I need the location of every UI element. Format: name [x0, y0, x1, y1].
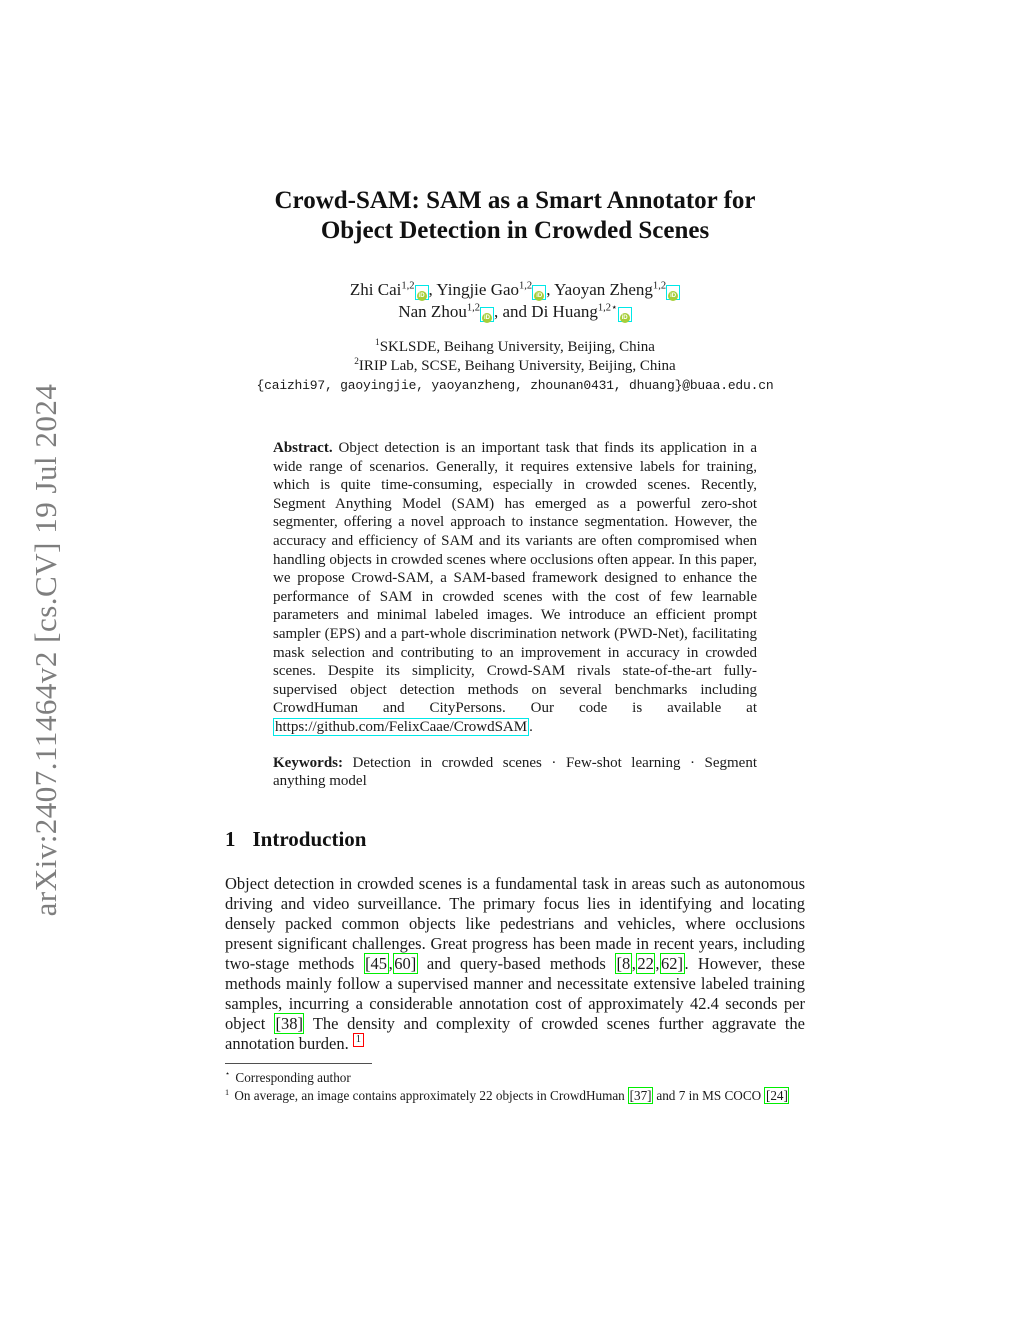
orcid-id-glyph: iD [670, 293, 677, 299]
citation-link[interactable]: [38] [275, 1013, 303, 1033]
citation-link[interactable]: 62] [661, 953, 684, 973]
footnote-marker: 1 [225, 1087, 230, 1097]
citation-link[interactable]: [37] [629, 1088, 652, 1104]
footnote-ref[interactable]: 1 [353, 1033, 364, 1047]
superscript-affil-marks: 1,2 [401, 280, 415, 292]
citation-link[interactable]: [45 [365, 953, 388, 973]
introduction-paragraph: Object detection in crowded scenes is a fundamental task in areas such as autonomous driving and video surveillance. The primary focus lies in identifying and locating densely packed common objects like pedestrians and vehicles, where occlusions present significant challenges. Great progress has been made in recent years, including two-stage methods [45,60] and query-based methods [8,22,62]. However, these methods mainly follow a supervised manner and necessitate extensive labeled training samples, incurring a considerable annotation cost of approximately 42.4 seconds per object [38] The density and complexity of crowded scenes further aggravate the annotation burden. $^1$ [225, 873, 806, 1053]
superscript-affil-marks: 1 [375, 338, 380, 348]
orcid-id-glyph: iD [536, 293, 543, 299]
url-link[interactable]: https://github.com/FelixCaae/CrowdSAM [275, 718, 528, 735]
bold-label: Keywords: [273, 754, 343, 771]
orcid-id-glyph: iD [484, 315, 490, 321]
footnotes [225, 1069, 805, 1106]
superscript-affil-marks: 2 [354, 357, 359, 367]
citation-link[interactable]: 60] [394, 953, 417, 973]
superscript-affil-marks: 1,2 [466, 302, 480, 314]
orcid-icon[interactable] [618, 307, 632, 322]
author-line-2: Nan Zhou$^{1,2}$iD , and Di Huang$^{1,2⋆}$iD [225, 301, 805, 323]
orcid-icon[interactable] [532, 285, 546, 300]
affiliations [225, 338, 805, 376]
superscript-affil-marks: 1,2⋆ [597, 302, 618, 314]
keywords-paragraph: Keywords: Detection in crowded scenes · Few-shot learning · Segment anything model [273, 754, 757, 790]
footnote-marker: ⋆ [225, 1069, 231, 1079]
section-number: 1 [225, 826, 236, 851]
affiliation-line-2: $^2$IRIP Lab, SCSE, Beihang University, Beijing, China [354, 357, 676, 374]
author-list [225, 279, 805, 323]
orcid-icon[interactable] [666, 285, 680, 300]
orcid-icon[interactable] [415, 285, 429, 300]
section-title: Introduction [252, 826, 367, 851]
superscript-affil-marks: 1,2 [652, 280, 667, 292]
arxiv-watermark: arXiv:2407.11464v2 [cs.CV] 19 Jul 2024 [28, 383, 63, 917]
footnote-corresponding-author: ⋆ Corresponding author [225, 1069, 351, 1085]
paper-title-line1: Crowd-SAM: SAM as a Smart Annotator for [274, 187, 756, 214]
superscript-affil-marks: 1,2 [519, 280, 533, 292]
citation-link[interactable]: [8 [616, 953, 631, 973]
orcid-id-glyph: iD [418, 293, 425, 299]
bold-label: Abstract. [273, 440, 333, 456]
paper-title [225, 186, 805, 246]
section-heading-introduction [225, 827, 805, 852]
abstract-paragraph: Abstract. Object detection is an important task that finds its application in a wide range of scenarios. Generally, it requires extensive labels for training, which is quite time-consuming, especially in crowded scenes. Recently, Segment Anything Model (SAM) has emerged as a powerful zero-shot segmenter, offering a novel approach to instance segmentation. However, the accuracy and efficiency of SAM and its variants are often compromised when handling objects in crowded scenes where occlusions often appear. In this paper, we propose Crowd-SAM, a SAM-based framework designed to enhance the performance of SAM in crowded scenes with the cost of few learnable parameters and minimal labeled images. We introduce an efficient prompt sampler (EPS) and a part-whole discrimination network (PWD-Net), facilitating mask selection and contributing to an improvement in accuracy in crowded scenes. Despite its simplicity, Crowd-SAM rivals state-of-the-art fully-supervised object detection methods on several benchmarks including CrowdHuman and CityPersons. Our code is available at https://github.com/FelixCaae/CrowdSAM . [273, 440, 757, 735]
footnote-separator [225, 1063, 372, 1064]
affiliation-line-1: $^1$SKLSDE, Beihang University, Beijing, China [375, 338, 655, 355]
paper-content-column [225, 0, 805, 1106]
paper-title-line2: Object Detection in Crowded Scenes [320, 217, 710, 244]
citation-link[interactable]: 22 [637, 953, 654, 973]
orcid-icon[interactable] [480, 307, 494, 322]
footnote-1: $^1$ On average, an image contains approximately 22 objects in CrowdHuman [37] and 7 in MS COCO [24] [225, 1087, 788, 1104]
citation-link[interactable]: [24] [765, 1088, 788, 1104]
author-emails: {caizhi97, gaoyingjie, yaoyanzheng, zhounan0431, dhuang}@buaa.edu.cn [256, 378, 774, 393]
orcid-id-glyph: iD [621, 315, 628, 321]
author-line-1: Zhi Cai$^{1,2}$iD , Yingjie Gao$^{1,2}$iD , Yaoyan Zheng$^{1,2}$iD [225, 279, 805, 301]
